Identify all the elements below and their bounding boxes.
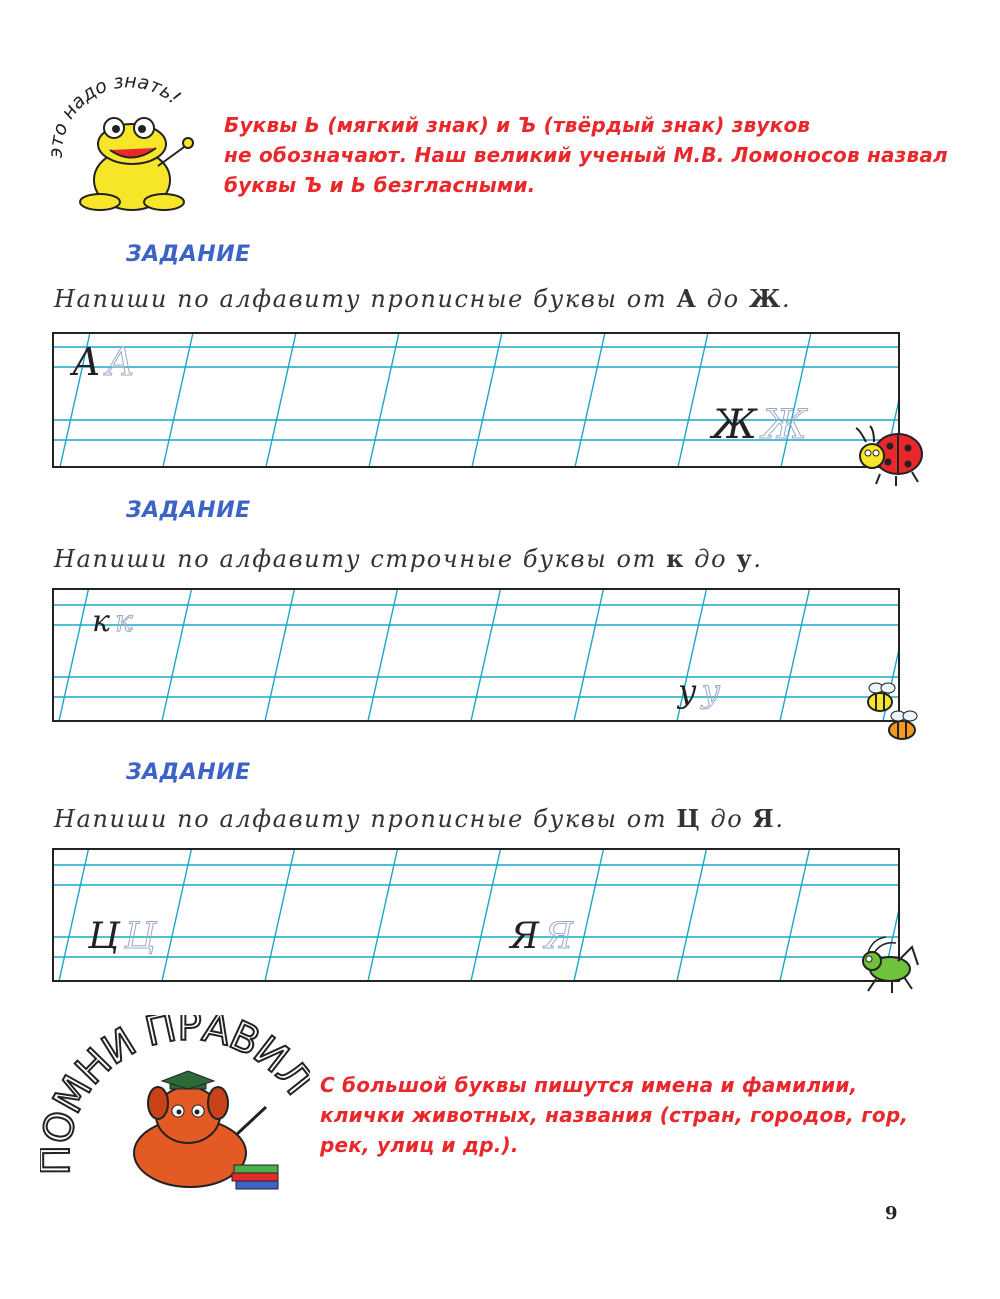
task1-heading: ЗАДАНИЕ — [126, 242, 251, 267]
task2-letter-to: у — [736, 544, 754, 573]
rule-line-1: С большой буквы пишутся имена и фамилии, — [320, 1073, 858, 1097]
task1-sample-start-trace: А — [105, 340, 135, 384]
task3-letter-from: Ц — [676, 804, 702, 833]
task3-sample-end-trace: Я — [544, 916, 574, 957]
task1-sample-end-trace: Ж — [762, 402, 807, 448]
task2-copybook-grid[interactable] — [52, 588, 900, 722]
task3-sample-end-solid: Я — [510, 916, 540, 957]
frog-badge — [40, 70, 210, 220]
frog-icon — [80, 118, 193, 210]
task3-sample-start-trace: Ц — [124, 916, 156, 957]
task3-text: Напиши по алфавиту прописные буквы от — [54, 805, 677, 833]
task1-text-middle: до — [697, 285, 749, 313]
rule-badge-caption: МНИ ПРАВИ — [44, 1015, 296, 1121]
info-text — [224, 110, 948, 200]
task3-sample-end — [510, 916, 573, 957]
task1-letter-from: А — [676, 284, 698, 313]
task1-sample-end — [712, 402, 807, 448]
task3-text-middle: до — [701, 805, 753, 833]
task2-letter-from: к — [666, 544, 686, 573]
task1-letter-to: Ж — [748, 284, 782, 313]
task2-heading: ЗАДАНИЕ — [126, 498, 251, 523]
task2-sample-end — [678, 672, 720, 710]
task3-instruction — [54, 804, 785, 833]
task1-sample-end-solid: Ж — [712, 402, 757, 448]
task1-text-end: . — [782, 285, 792, 313]
task3-copybook-grid[interactable] — [52, 848, 900, 982]
bee-icon — [858, 678, 924, 752]
dog-icon — [134, 1071, 278, 1189]
task1-sample-start-solid: А — [72, 340, 101, 384]
task1-instruction — [54, 284, 791, 313]
task2-sample-start — [92, 604, 133, 639]
rule-line-3: рек, улиц и др.). — [320, 1133, 519, 1157]
task3-sample-start — [88, 916, 156, 957]
task2-sample-end-trace: у — [701, 672, 721, 710]
info-line-3: буквы Ъ и Ь безгласными. — [224, 173, 536, 197]
task2-sample-start-trace: к — [115, 604, 133, 639]
task2-text: Напиши по алфавиту строчные буквы от — [54, 545, 667, 573]
task2-text-end: . — [753, 545, 763, 573]
task3-letter-to: Я — [752, 804, 776, 833]
task1-sample-start — [72, 340, 135, 384]
task3-text-end: . — [775, 805, 785, 833]
task2-sample-end-solid: у — [678, 672, 697, 710]
task1-text: Напиши по алфавиту прописные буквы от — [54, 285, 677, 313]
info-line-2: не обозначают. Наш великий ученый М.В. Ломоносов назвал — [224, 143, 948, 167]
info-line-1: Буквы Ь (мягкий знак) и Ъ (твёрдый знак) звуков — [224, 113, 811, 137]
page-number: 9 — [885, 1203, 898, 1224]
task2-instruction — [54, 544, 763, 573]
rule-badge — [40, 1015, 310, 1195]
task2-text-middle: до — [685, 545, 737, 573]
task3-heading: ЗАДАНИЕ — [126, 760, 251, 785]
rule-text — [320, 1070, 908, 1160]
grasshopper-icon — [852, 935, 922, 1001]
task2-sample-start-solid: к — [92, 604, 110, 639]
ladybug-icon — [850, 420, 930, 494]
task3-sample-start-solid: Ц — [88, 916, 120, 957]
badge-caption: это надо знать! — [44, 70, 185, 159]
rule-line-2: клички животных, названия (стран, городов, гор, — [320, 1103, 909, 1127]
